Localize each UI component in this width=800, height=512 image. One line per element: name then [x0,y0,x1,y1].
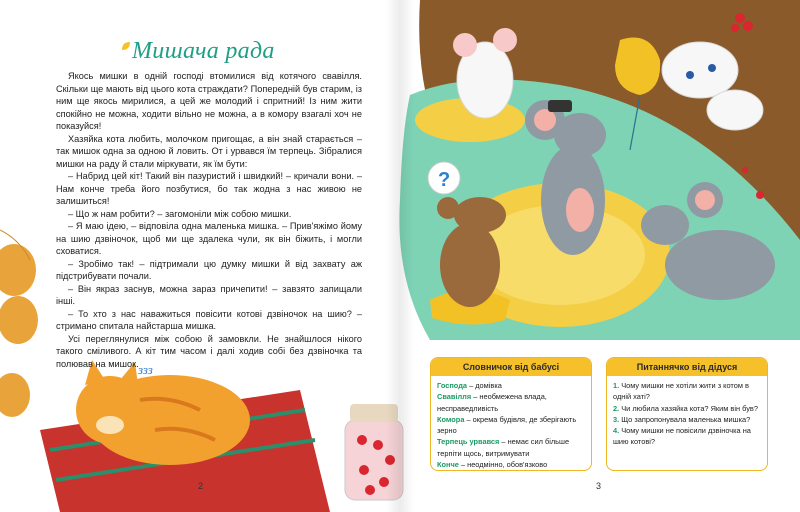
mouse-ear [453,33,477,57]
glossary-term: Комора [437,414,465,424]
question-number: 1. [613,381,620,390]
onion [0,373,30,417]
mouse-ear [493,28,517,52]
onion [0,244,36,296]
question-text: Чому мишки не повісили дзвіночка на шию котові? [613,426,751,447]
question-item [613,425,761,448]
question-text: Що запропонувала маленька мишка? [621,414,751,424]
berry-icon [756,191,764,199]
glossary-definition: – окрема будівля, де зберігають зерно [437,414,577,436]
question-item [613,414,761,425]
book-gutter [386,0,414,512]
berry-icon [742,167,748,173]
glossary-term: Терпець урвався [437,437,500,447]
berry-icon [735,13,745,23]
questions-box [606,357,768,471]
mouse-hat [548,100,572,112]
glossary-term: Свавілля [437,392,472,402]
berry-icon [731,24,739,32]
white-mouse [662,42,738,98]
story-text [56,70,362,370]
question-number: 3. [613,414,620,424]
glossary-term: Господа [437,381,468,390]
glossary-definition: – неодмінно, обов'язково [458,460,548,470]
question-item [613,380,761,403]
page-number-right: 3 [596,481,602,491]
berry-icon [743,21,753,31]
page-number-left: 2 [198,481,204,491]
story-paragraph: – Я маю ідею, – відповіла одна маленька мишка. – Прив'яжімо йому на шию дзвіночок, щоб ми ще здалека чули, як він біжить, і могли сховатися. [56,221,362,256]
story-paragraph: – Набрид цей кіт! Такий він пазуристий і швидкий! – кричали вони. – Нам конче треба його позбутися, бо так жодна з нас живою не залишиться! [56,171,362,206]
glossary-definition: – необмежена влада, несправедливість [437,392,547,413]
question-item [613,403,761,414]
question-text: Чи любила хазяйка кота? Яким він був? [621,403,758,413]
story-paragraph: – То хто з нас наважиться повісити котові дзвіночок на шию? – стримано спитала найстарша мишка. [56,308,362,331]
glossary-definition: – домівка [467,381,502,390]
glossary-entry [437,391,585,414]
svg-text:?: ? [438,169,451,191]
white-mouse [707,90,763,130]
glossary-entry [437,436,585,459]
glossary-list [431,376,591,471]
questions-list [607,376,767,452]
glossary-definition: – немає сил більше терпіти щось, витримувати [437,437,570,458]
story-paragraph: – Зробімо так! – підтримали цю думку мишки й від захвату аж підстрибувати почали. [56,258,362,281]
glossary-title: Словничок від бабусі [431,358,591,376]
leaf-icon [120,40,132,52]
question-number: 4. [613,426,620,436]
grey-mouse [665,230,775,300]
glossary-entry [437,459,585,470]
story-paragraph: Хазяйка кота любить, молочком пригощає, а він знай старається – так мишок одна за одною й ловить. От і урвався їм терпець. Зібралися мишки на раду й стали міркувати, як їм бути: [56,133,362,169]
story-paragraph: – Він якраз заснув, можна зараз причепити! – завзято запищали інші. [56,283,362,306]
question-number: 2. [613,403,620,413]
onion [0,296,38,344]
page-title: Мишача рада [132,38,275,64]
story-paragraph: Якось мишки в одній господі втомилися від котячого свавілля. Скільки ще мають від цього кота страждати? Попередній був старим, із ним ще якось мирилися, а цей же молодий і спритний! Із ним жити спокійно не можна, ходити вільно не можна, а в комору взагалі хоч не показуйся! [56,71,362,131]
story-paragraph: Усі переглянулися між собою й замовкли. Не знайшлося нікого такого сміливого. А кіт тим часом і далі ходив собі без дзвіночка та полював на мишок. [56,333,362,369]
question-text: Чому мишки не хотіли жити з котом в одній хаті? [613,381,749,402]
glossary-entry [437,414,585,437]
glossary-entry [437,380,585,391]
questions-title: Питаннячко від дідуся [607,358,767,376]
brown-old-mouse [440,223,500,307]
glossary-box [430,357,592,471]
sleep-zzz: ззз [138,362,153,377]
story-paragraph: – Що ж нам робити? – загомоніли між собою мишки. [68,208,292,219]
glossary-term: Конче [437,460,459,470]
